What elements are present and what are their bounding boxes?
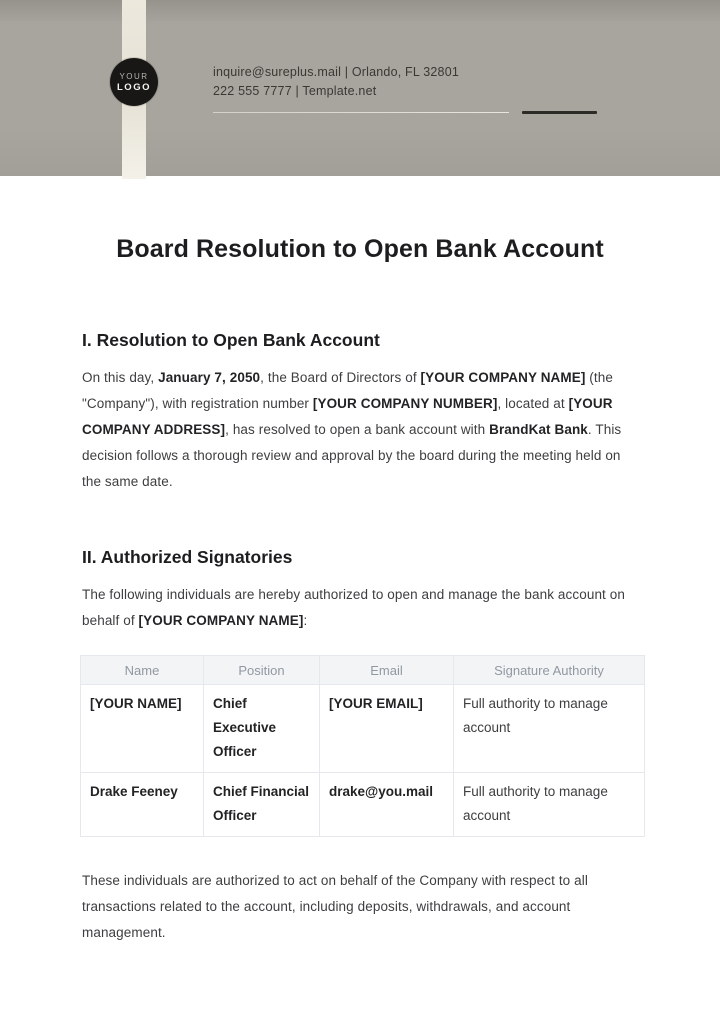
company-logo [110, 58, 158, 106]
document-title: Board Resolution to Open Bank Account [116, 235, 604, 263]
divider-dark-segment [522, 111, 597, 114]
contact-line-phone-website: 222 555 7777 | Template.net [213, 84, 377, 98]
divider-light-segment [213, 112, 509, 113]
cell-position: Chief Executive Officer [204, 685, 320, 773]
table-row [81, 773, 645, 837]
column-header-name: Name [81, 656, 204, 685]
signatories-table [80, 655, 645, 837]
section-signatories [82, 545, 638, 946]
column-header-signature-authority: Signature Authority [454, 656, 645, 685]
letterhead [0, 0, 720, 176]
closing-paragraph: These individuals are authorized to act on behalf of the Company with respect to all transactions related to the account, including deposits, withdrawals, and account management. [82, 873, 588, 940]
logo-text-logo: LOGO [117, 81, 151, 93]
contact-block [213, 63, 605, 114]
table-header-row [81, 656, 645, 685]
section-1-paragraph: On this day, January 7, 2050, the Board of Directors of [YOUR COMPANY NAME] (the "Company"), with registration number [YOUR COMPANY NUMBER], located at [YOUR COMPANY ADDRESS], has resolved to open a bank account with BrandKat Bank. This decision follows a thorough review and approval by the board during the meeting held on the same date. [82, 370, 622, 489]
cell-position: Chief Financial Officer [204, 773, 320, 837]
section-2-heading: II. Authorized Signatories [82, 547, 293, 567]
header-divider-rule [213, 110, 605, 114]
column-header-position: Position [204, 656, 320, 685]
cell-name: [YOUR NAME] [81, 685, 204, 773]
column-header-email: Email [320, 656, 454, 685]
table-row [81, 685, 645, 773]
cell-authority: Full authority to manage account [454, 685, 645, 773]
logo-text-your: YOUR [119, 71, 149, 81]
cell-email: drake@you.mail [320, 773, 454, 837]
document-body [0, 176, 720, 946]
section-2-intro: The following individuals are hereby authorized to open and manage the bank account on behalf of [YOUR COMPANY NAME]: [82, 587, 625, 628]
cell-authority: Full authority to manage account [454, 773, 645, 837]
cell-email: [YOUR EMAIL] [320, 685, 454, 773]
contact-line-email-location: inquire@sureplus.mail | Orlando, FL 32801 [213, 65, 460, 79]
section-resolution [82, 328, 638, 495]
cell-name: Drake Feeney [81, 773, 204, 837]
section-1-heading: I. Resolution to Open Bank Account [82, 330, 380, 350]
